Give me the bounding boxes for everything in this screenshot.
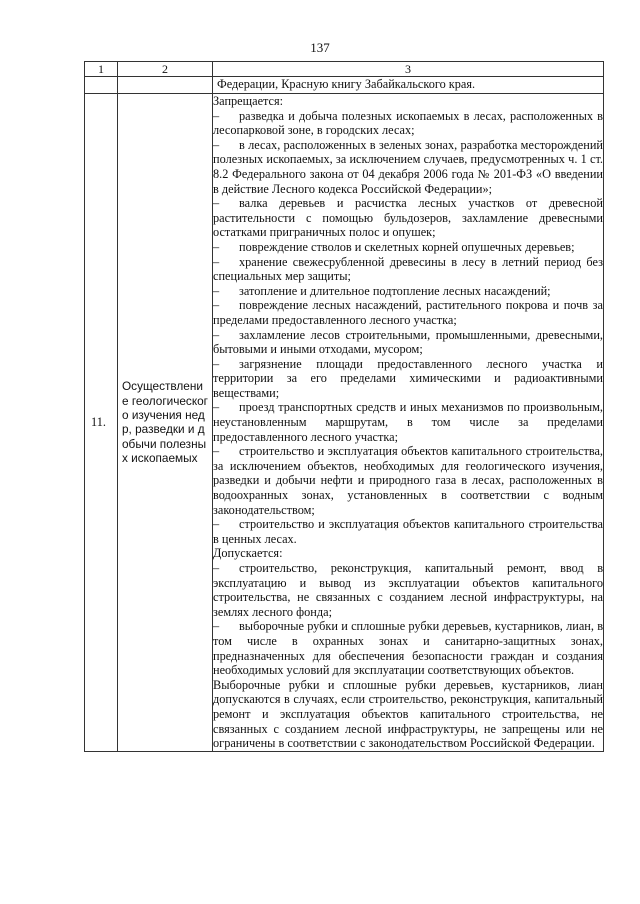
header-col-1: 1 xyxy=(85,62,118,77)
list-item-text: строительство и эксплуатация объектов капитального строительства, за исключением объектов, необходимых для геологического изучения, разведки и добычи нефти и природного газа в лесах, расположенных в водоохранных зонах, установленных в соответствии с водным законодательством; xyxy=(213,444,603,517)
dash-marker: – xyxy=(213,400,220,415)
dash-marker: – xyxy=(213,619,220,634)
dash-marker: – xyxy=(213,517,220,532)
dash-marker: – xyxy=(213,108,220,123)
list-item xyxy=(213,196,603,240)
activity-cell xyxy=(118,94,213,752)
dash-marker: – xyxy=(213,137,220,152)
dash-marker: – xyxy=(213,356,220,371)
list-item xyxy=(213,109,603,138)
list-item xyxy=(213,517,603,546)
regulations-table xyxy=(84,61,604,752)
dash-marker: – xyxy=(213,298,220,313)
continuation-cell-3 xyxy=(213,77,604,94)
dash-marker: – xyxy=(213,444,220,459)
list-item-text: разведка и добыча полезных ископаемых в лесах, расположенных в лесопарковой зоне, в городских лесах; xyxy=(213,108,603,138)
dash-marker: – xyxy=(213,327,220,342)
list-item-text: затопление и длительное подтопление лесных насаждений; xyxy=(239,283,551,298)
list-item-text: повреждение лесных насаждений, растительного покрова и почв за пределами предоставленного лесного участка; xyxy=(213,298,603,327)
list-item-text: хранение свежесрубленной древесины в лесу в летний период без специальных мер защиты; xyxy=(213,254,603,284)
list-item xyxy=(213,240,603,255)
list-item-text: выборочные рубки и сплошные рубки деревьев, кустарников, лиан, в том числе в охранных зонах и санитарно-защитных зонах, предназначенных для обеспечения безопасности граждан и создания необходимых условий для эксплуатации соответствующих объектов. xyxy=(213,619,603,678)
list-item-text: строительство, реконструкция, капитальный ремонт, ввод в эксплуатацию и вывод из эксплуатации объектов капитального строительства, не связанных с созданием лесной инфраструктуры, на землях лесного фонда; xyxy=(213,561,603,619)
list-item xyxy=(213,561,603,619)
activity-name: Осуществление геологического изучения недр, разведки и добычи полезных ископаемых xyxy=(122,379,208,466)
continuation-cell-1 xyxy=(85,77,118,94)
dash-marker: – xyxy=(213,254,220,269)
allowed-heading: Допускается: xyxy=(213,546,283,561)
list-item xyxy=(213,284,603,299)
allowed-list xyxy=(213,561,603,678)
dash-marker: – xyxy=(213,239,220,254)
list-item xyxy=(213,619,603,677)
prohibited-list xyxy=(213,109,603,547)
list-item xyxy=(213,400,603,444)
list-item xyxy=(213,444,603,517)
header-col-2: 2 xyxy=(118,62,213,77)
list-item xyxy=(213,255,603,284)
list-item xyxy=(213,328,603,357)
list-item-text: загрязнение площади предоставленного лесного участка и территории за его пределами химическими и радиоактивными веществами; xyxy=(213,356,603,400)
list-item-text: строительство и эксплуатация объектов капитального строительства в ценных лесах. xyxy=(213,517,603,546)
list-item xyxy=(213,357,603,401)
continuation-row xyxy=(85,77,604,94)
continuation-cell-2 xyxy=(118,77,213,94)
dash-marker: – xyxy=(213,283,220,298)
list-item xyxy=(213,138,603,196)
row-number: 11. xyxy=(85,94,118,752)
list-item xyxy=(213,298,603,327)
prohibited-heading: Запрещается: xyxy=(213,94,284,108)
list-item-text: в лесах, расположенных в зеленых зонах, разработка месторождений полезных ископаемых, за исключением случаев, предусмотренных ч. 1 ст. 8.2 Федерального закона от 04 декабря 2006 года № 201-ФЗ «О введении в действие Лесного кодекса Российской Федерации»; xyxy=(213,137,603,196)
list-item-text: повреждение стволов и скелетных корней опушечных деревьев; xyxy=(239,239,575,254)
table-row xyxy=(85,94,604,752)
closing-paragraph: Выборочные рубки и сплошные рубки деревьев, кустарников, лиан допускаются в случаях, если строительство, реконструкция, капитальный ремонт и эксплуатация объектов капитального строительства, не связанных с созданием лесной инфраструктуры, не запрещены или не ограничены в соответствии с законодательством Российской Федерации. xyxy=(213,677,603,751)
page-number: 137 xyxy=(310,40,330,55)
list-item-text: валка деревьев и расчистка лесных участков от древесной растительности с помощью бульдозеров, захламление древесными остатками приграничных полос и опушек; xyxy=(213,196,603,240)
list-item-text: проезд транспортных средств и иных механизмов по произвольным, неустановленным маршрутам, в том числе за пределами предоставленного лесного участка; xyxy=(213,400,603,444)
list-item-text: захламление лесов строительными, промышленными, древесными, бытовыми и иными отходами, мусором; xyxy=(213,327,603,357)
dash-marker: – xyxy=(213,561,220,575)
header-col-3: 3 xyxy=(213,62,604,77)
rules-cell xyxy=(213,94,604,752)
dash-marker: – xyxy=(213,196,220,211)
continuation-text: Федерации, Красную книгу Забайкальского края. xyxy=(217,77,476,91)
table-header-row xyxy=(85,62,604,77)
